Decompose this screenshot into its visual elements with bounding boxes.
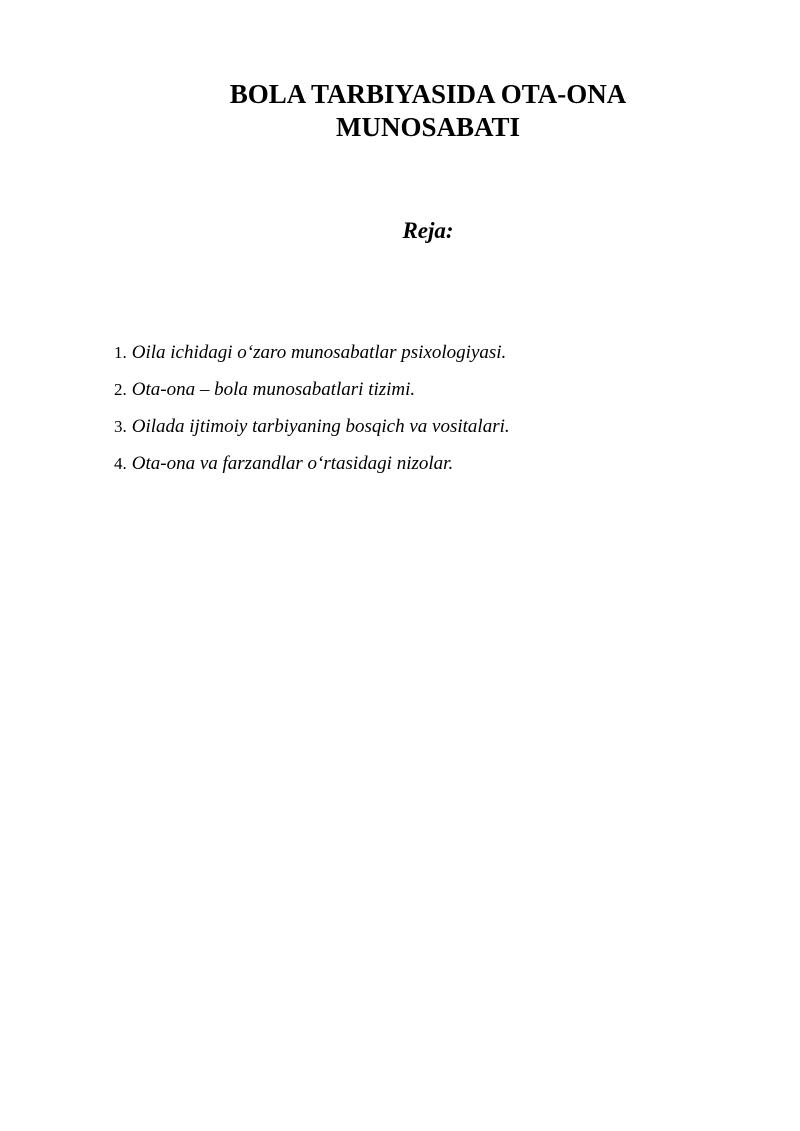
plan-item-text: Oila ichidagi o‘zaro munosabatlar psixologiyasi.: [131, 342, 507, 363]
plan-item: [114, 449, 754, 486]
plan-list: [114, 338, 754, 486]
plan-item: [114, 412, 754, 449]
plan-item: [114, 338, 754, 375]
plan-item-text: Oilada ijtimoiy tarbiyaning bosqich va vositalari.: [131, 416, 510, 437]
title-line-2: MUNOSABATI: [335, 112, 521, 142]
document-title: [200, 78, 656, 144]
plan-item-text: Ota-ona – bola munosabatlari tizimi.: [131, 379, 416, 400]
plan-item: [114, 375, 754, 412]
plan-item-number: 1.: [114, 343, 127, 362]
title-line-1: BOLA TARBIYASIDA OTA-ONA: [229, 79, 627, 109]
plan-heading: Reja:: [402, 218, 454, 243]
plan-item-number: 2.: [114, 380, 127, 399]
plan-item-number: 4.: [114, 454, 127, 473]
plan-item-text: Ota-ona va farzandlar o‘rtasidagi nizolar.: [131, 453, 454, 474]
plan-item-number: 3.: [114, 417, 127, 436]
